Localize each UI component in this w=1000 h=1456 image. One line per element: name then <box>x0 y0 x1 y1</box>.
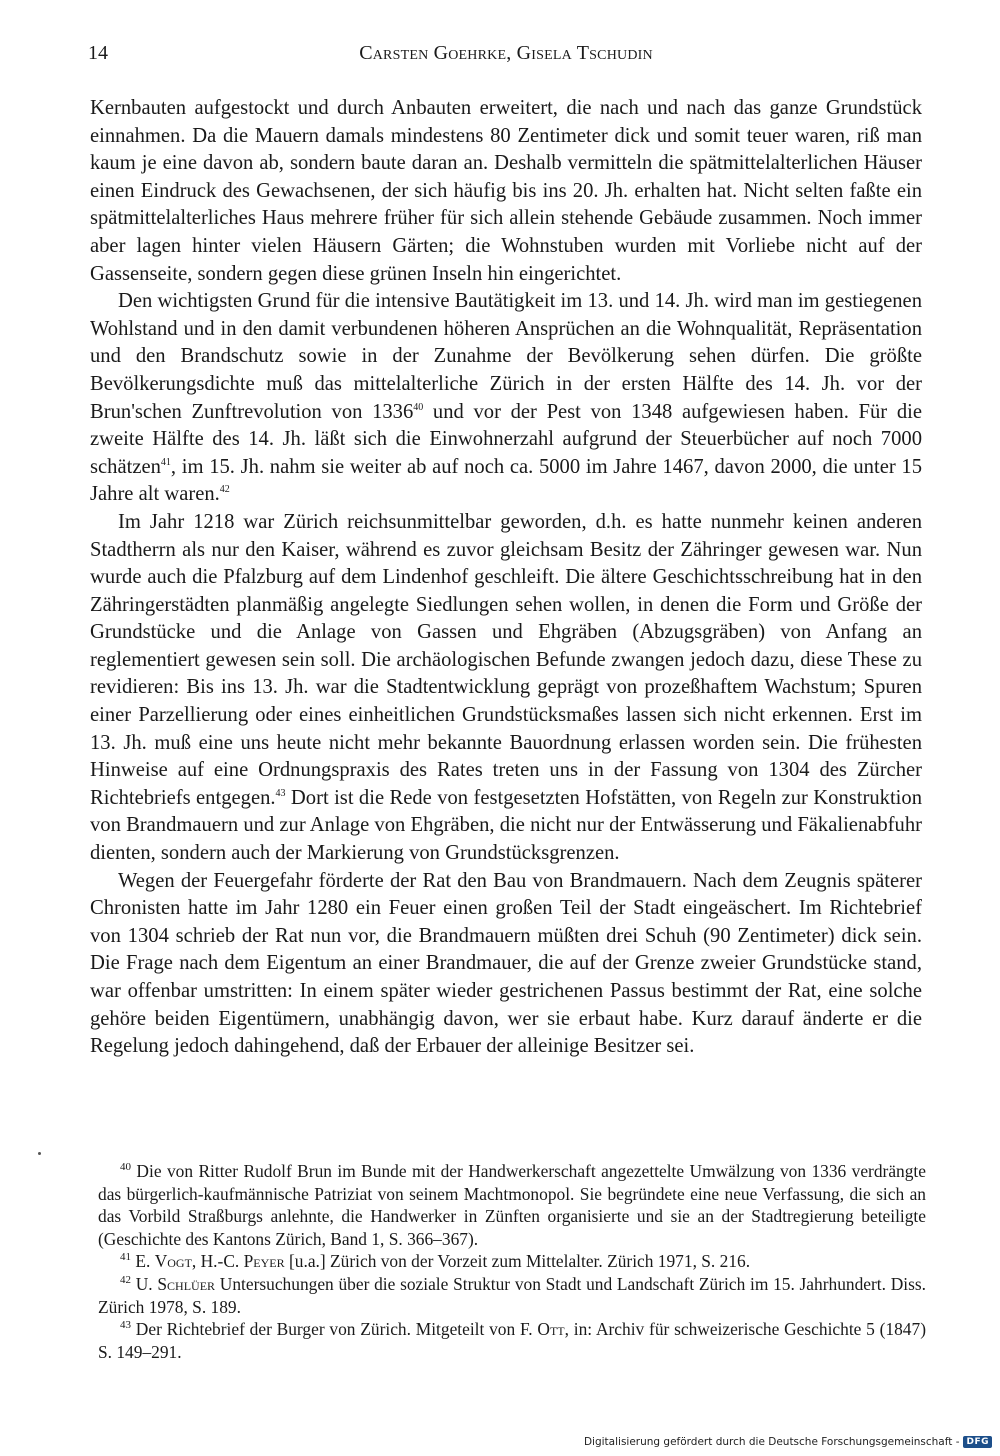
text-run: E. <box>135 1251 155 1272</box>
paragraph <box>90 509 922 868</box>
dfg-logo: DFG <box>963 1436 992 1448</box>
text-run: U. <box>135 1273 158 1294</box>
footnote-number: 42 <box>120 1274 131 1287</box>
footnote-ref: 41 <box>160 456 171 468</box>
digitization-credit: Digitalisierung gefördert durch die Deutsche Forschungsgemeinschaft - <box>583 1436 960 1448</box>
text-run: Dort ist die Rede von festgesetzten Hofstätten, von Regeln zur Konstruktion von Brandmauern und zur Anlage von Ehgräben, die nicht nur der Entwässerung und Fäkalienabfuhr dienten, sondern auch der Markierung von Grundstücksgrenzen. <box>90 786 922 865</box>
text-run: Der Richtebrief der Burger von Zürich. Mitgeteilt von F. <box>135 1319 538 1340</box>
footnote-number: 41 <box>120 1251 131 1264</box>
text-run: Die von Ritter Rudolf Brun im Bunde mit der Handwerkerschaft angezettelte Umwälzung von 1336 verdrängte das bürgerlich-kaufmännische Patriziat von seinem Machtmonopol. Sie begründete eine neue Verfassung, die sich an das Vorbild Straßburgs anlehnte, die Handwerker in Zünften organisierte und sie an der Stadtregierung beteiligte (Geschichte des Kantons Zürich, Band 1, S. 366–367). <box>98 1161 926 1249</box>
footnotes <box>98 1160 926 1363</box>
text-run: Untersuchungen über die soziale Struktur von Stadt und Landschaft Zürich im 15. Jahrhundert. Diss. Zürich 1978, S. 189. <box>98 1273 926 1317</box>
footnote <box>98 1250 926 1273</box>
body-text <box>90 95 922 1061</box>
text-run: , in: Archiv für schweizerische Geschichte 5 (1847) S. 149–291. <box>98 1319 926 1362</box>
author-name: Vogt <box>154 1251 192 1272</box>
footnote-ref: 43 <box>275 787 286 799</box>
author-name: Peyer <box>243 1251 285 1272</box>
footnote-ref: 42 <box>219 484 230 496</box>
digitization-footer <box>584 1434 992 1450</box>
page-number: 14 <box>88 42 108 64</box>
footnote-number: 40 <box>120 1161 131 1174</box>
text-run: Wegen der Feuergefahr förderte der Rat den Bau von Brandmauern. Nach dem Zeugnis späterer Chronisten hatte im Jahr 1280 ein Feuer einen großen Teil der Stadt eingeäschert. Im Richtebrief von 1304 schrieb der Rat nun vor, die Brandmauern müßten drei Schuh (90 Zentimeter) dick sein. Die Frage nach dem Eigentum an einer Brandmauer, die auf der Grenze zweier Grundstücke stand, war offenbar umstritten: In einem später wieder gestrichenen Passus bestimmt der Rat, eine solche gehöre beiden Eigentümern, unabhängig davon, wer sie erbaut habe. Kurz darauf änderte er die Regelung jedoch dahingehend, daß der Erbauer der alleinige Besitzer sei. <box>90 869 922 1058</box>
text-run: Kernbauten aufgestockt und durch Anbauten erweitert, die nach und nach das ganze Grundstück einnahmen. Da die Mauern damals mindestens 80 Zentimeter dick und somit teuer waren, riß man kaum je eine davon ab, sondern baute daran an. Deshalb vermitteln die spätmittelalterlichen Häuser einen Eindruck des Gewachsenen, der sich häufig bis ins 20. Jh. erhalten hat. Nicht selten faßte ein spätmittelalterliches Haus mehrere früher für sich allein stehende Gebäude zusammen. Noch immer aber lagen hinter vielen Häusern Gärten; die Wohnstuben wurden mit Vorliebe nicht auf der Gassenseite, sondern gegen diese grünen Inseln hin eingerichtet. <box>90 97 922 285</box>
paragraph <box>90 868 922 1061</box>
text-run: Im Jahr 1218 war Zürich reichsunmittelbar geworden, d.h. es hatte nunmehr keinen anderen Stadtherrn als nur den Kaiser, während es zuvor gleichsam Besitz der Zähringer gewesen war. Nun wurde auch die Pfalzburg auf dem Lindenhof geschleift. Die ältere Geschichtsschreibung hat in den Zähringerstädten planmäßig angelegte Siedlungen sehen wollen, in denen die Form und Größe der Grundstücke und die Anlage von Gassen und Ehgräben (Abzugsgräben) von Anfang an reglementiert gewesen sein soll. Die archäologischen Befunde zwangen jedoch dazu, diese These zu revidieren: Bis ins 13. Jh. war die Stadtentwicklung geprägt von prozeßhaftem Wachstum; Spuren einer Parzellierung oder eines einheitlichen Grundstücksmaßes lassen sich nicht erkennen. Erst im 13. Jh. muß eine uns heute nicht mehr bekannte Bauordnung erlassen worden sein. Die frühesten Hinweise auf eine Ordnungspraxis des Rates treten uns in der Fassung von 1304 des Zürcher Richtebriefs entgegen. <box>90 510 922 809</box>
footnote <box>98 1273 926 1318</box>
paragraph <box>90 288 922 509</box>
text-run: Den wichtigsten Grund für die intensive Bautätigkeit im 13. und 14. Jh. wird man im gestiegenen Wohlstand und in den damit verbundenen höheren Ansprüchen an die Wohnqualität, Repräsentation und den Brandschutz sowie in der Zunahme der Bevölkerung sehen dürfen. Die größte Bevölkerungsdichte muß das mittelalterliche Zürich in der ersten Hälfte des 14. Jh. vor der Brun'schen Zunftrevolution von 1336 <box>90 290 922 423</box>
footnote-ref: 40 <box>413 401 424 413</box>
footnote <box>98 1318 926 1363</box>
text-run: , H.-C. <box>191 1251 244 1272</box>
footnote <box>98 1160 926 1250</box>
text-run: , im 15. Jh. nahm sie weiter ab auf noch ca. 5000 im Jahre 1467, davon 2000, die unter 15 Jahre alt waren. <box>90 455 922 506</box>
page-header <box>86 42 926 72</box>
footnote-number: 43 <box>120 1319 131 1332</box>
paragraph <box>90 95 922 288</box>
author-name: Ott <box>537 1319 565 1340</box>
running-head: Carsten Goehrke, Gisela Tschudin <box>359 42 653 64</box>
scan-speck <box>38 1152 41 1155</box>
text-run: und vor der Pest von 1348 aufgewiesen haben. Für die zweite Hälfte des 14. Jh. läßt sich die Einwohnerzahl aufgrund der Steuerbücher auf noch 7000 schätzen <box>90 400 922 478</box>
text-run: [u.a.] Zürich von der Vorzeit zum Mittelalter. Zürich 1971, S. 216. <box>284 1251 751 1272</box>
author-name: Schlüer <box>157 1273 216 1294</box>
